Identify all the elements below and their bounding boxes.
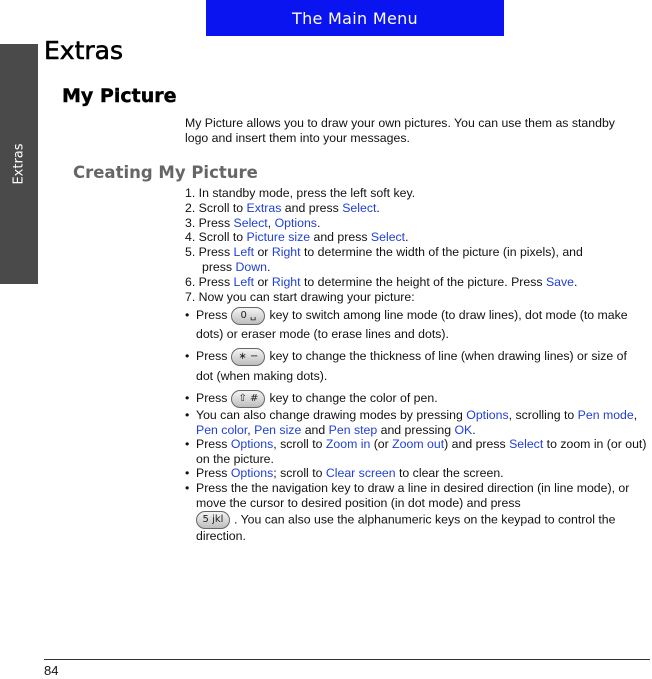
step-5: 5. Press Left or Right to determine the width of the picture (in pixels), and <box>185 245 583 260</box>
key-star-icon: ∗ − <box>231 348 265 366</box>
page-number: 84 <box>44 663 59 678</box>
bullet-zoom: • Press Options, scroll to Zoom in (or Zoom out) and press Select to zoom in (or out) on the picture. <box>185 437 647 466</box>
key-zero-icon: 0 ␣ <box>231 307 265 325</box>
subsection-title: Creating My Picture <box>73 163 258 182</box>
section-title: My Picture <box>62 85 177 107</box>
key-hash-icon: ⇧ # <box>231 390 265 408</box>
side-chapter-tab <box>0 44 38 284</box>
key-five-icon: 5 jkl <box>196 511 230 529</box>
page-title: Extras <box>44 36 124 65</box>
step-1: 1. In standby mode, press the left soft key. <box>185 186 416 200</box>
bullet-drawing-modes: • You can also change drawing modes by pressing Options, scrolling to Pen mode, Pen color, Pen size and Pen step and pressing OK. <box>185 408 647 437</box>
footer-divider <box>44 659 650 660</box>
step-3: 3. Press Select, Options. <box>185 215 321 230</box>
step-2: 2. Scroll to Extras and press Select. <box>185 200 380 215</box>
section-header-label: The Main Menu <box>292 8 418 28</box>
bullet-navigation: • Press the the navigation key to draw a line in desired direction (in line mode), or move the cursor to desired position (in dot mode) and press 5 jkl . You can also use the alphanumeric keys on the keypad to control the direction. <box>185 481 647 544</box>
intro-paragraph: My Picture allows you to draw your own pictures. You can use them as standby logo and insert them into your messages. <box>185 116 615 145</box>
steps-list <box>185 186 645 304</box>
side-chapter-label: Extras <box>11 143 27 185</box>
bullet-color: • Press ⇧ # key to change the color of pen. <box>185 388 647 408</box>
step-4: 4. Scroll to Picture size and press Select. <box>185 230 409 245</box>
bullet-draw-mode: • Press 0 ␣ key to switch among line mode (to draw lines), dot mode (to make dots) or eraser mode (to erase lines and dots). <box>185 306 647 344</box>
bullet-clear-screen: • Press Options; scroll to Clear screen to clear the screen. <box>185 466 647 481</box>
step-6: 6. Press Left or Right to determine the height of the picture. Press Save. <box>185 274 578 289</box>
drawing-tips-list <box>185 306 647 544</box>
section-header-tab <box>206 0 504 36</box>
step-7: 7. Now you can start drawing your picture: <box>185 289 415 304</box>
bullet-thickness: • Press ∗ − key to change the thickness of line (when drawing lines) or size of dot (when making dots). <box>185 346 647 386</box>
step-5-continued: press Down. <box>202 259 271 274</box>
